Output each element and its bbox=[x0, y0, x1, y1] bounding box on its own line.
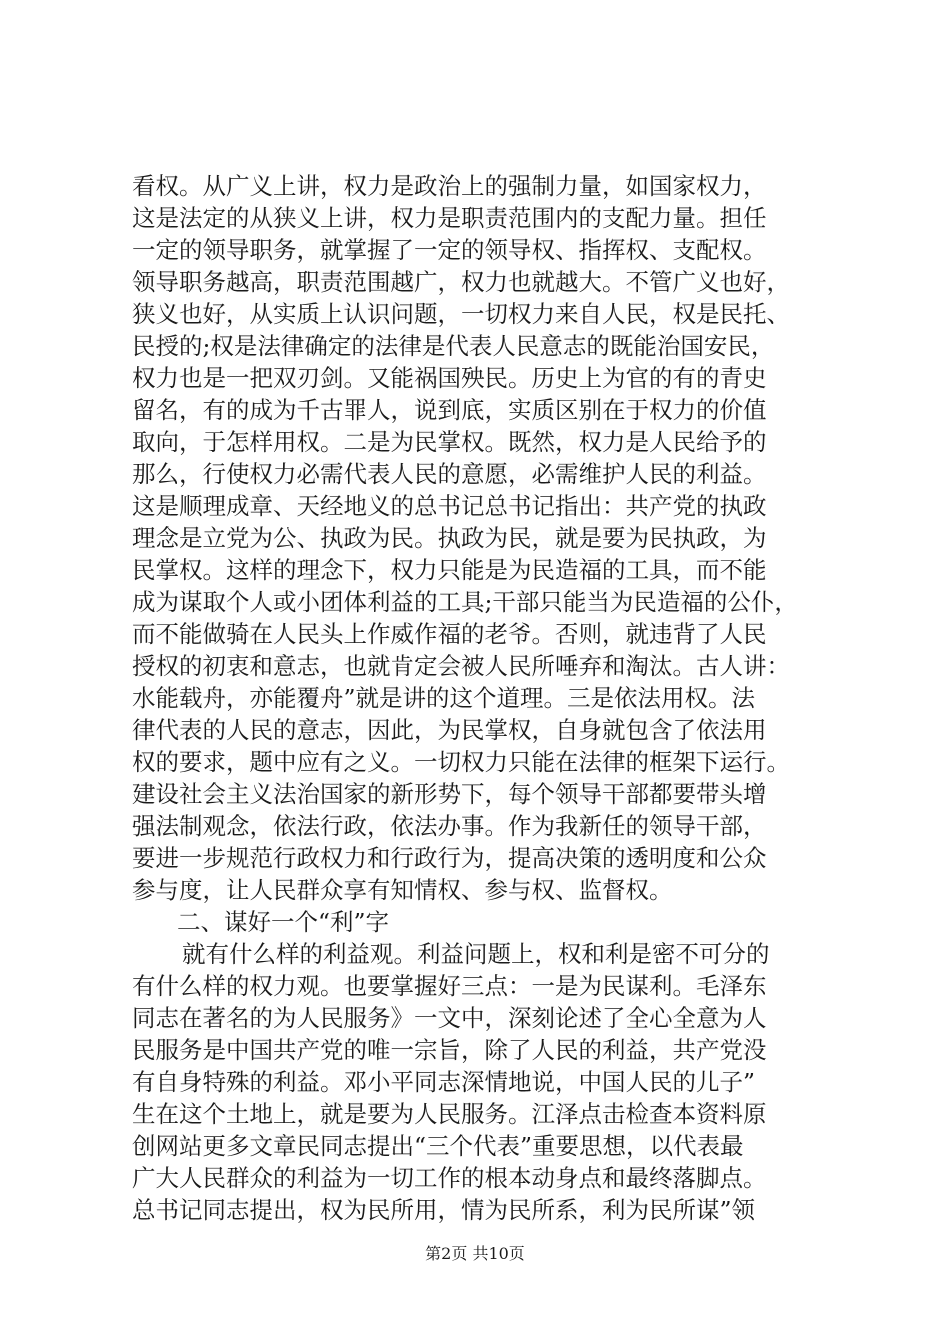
text-line: 领导职务越高，职责范围越广，权力也就越大。不管广义也好， bbox=[132, 268, 790, 296]
text-line: 要进一步规范行政权力和行政行为，提高决策的透明度和公众 bbox=[132, 844, 767, 872]
text-line: 这是法定的从狭义上讲，权力是职责范围内的支配力量。担任 bbox=[132, 204, 767, 232]
text-line: 权力也是一把双刃剑。又能祸国殃民。历史上为官的有的青史 bbox=[132, 364, 767, 392]
text-line: 而不能做骑在人民头上作威作福的老爷。否则，就违背了人民 bbox=[132, 620, 767, 648]
section-heading: 二、谋好一个“利”字 bbox=[177, 908, 390, 936]
body-text bbox=[132, 170, 832, 1226]
text-line: 民掌权。这样的理念下，权力只能是为民造福的工具，而不能 bbox=[132, 556, 767, 584]
text-line: 民服务是中国共产党的唯一宗旨，除了人民的利益，共产党没 bbox=[132, 1036, 767, 1064]
text-line: 那么，行使权力必需代表人民的意愿，必需维护人民的利益。 bbox=[132, 460, 767, 488]
text-line: 留名，有的成为千古罪人，说到底，实质区别在于权力的价值 bbox=[132, 396, 767, 424]
page-number-footer: 第2页 共10页 bbox=[425, 1244, 525, 1263]
text-line: 广大人民群众的利益为一切工作的根本动身点和最终落脚点。 bbox=[132, 1164, 767, 1192]
text-line: 参与度，让人民群众享有知情权、参与权、监督权。 bbox=[132, 876, 673, 904]
text-line: 理念是立党为公、执政为民。执政为民，就是要为民执政，为 bbox=[132, 524, 767, 552]
text-line: 创网站更多文章民同志提出“三个代表”重要思想，以代表最 bbox=[132, 1132, 744, 1160]
text-line: 看权。从广义上讲，权力是政治上的强制力量，如国家权力， bbox=[132, 172, 767, 200]
text-line: 有自身特殊的利益。邓小平同志深情地说，中国人民的儿子” bbox=[132, 1068, 756, 1096]
text-line: 建设社会主义法治国家的新形势下，每个领导干部都要带头增 bbox=[132, 780, 767, 808]
text-line: 民授的;权是法律确定的法律是代表人民意志的既能治国安民， bbox=[132, 332, 775, 360]
text-line: 成为谋取个人或小团体利益的工具;干部只能当为民造福的公仆， bbox=[132, 588, 798, 616]
text-line: 就有什么样的利益观。利益问题上，权和利是密不可分的 bbox=[182, 940, 770, 968]
text-line: 取向，于怎样用权。二是为民掌权。既然，权力是人民给予的 bbox=[132, 428, 767, 456]
text-line: 生在这个土地上，就是要为人民服务。江泽点击检查本资料原 bbox=[132, 1100, 767, 1128]
text-line: 总书记同志提出，权为民所用，情为民所系，利为民所谋”领 bbox=[132, 1196, 756, 1224]
text-line: 一定的领导职务，就掌握了一定的领导权、指挥权、支配权。 bbox=[132, 236, 767, 264]
text-line: 授权的初衷和意志，也就肯定会被人民所唾弃和淘汰。古人讲： bbox=[132, 652, 790, 680]
text-line: 有什么样的权力观。也要掌握好三点：一是为民谋利。毛泽东 bbox=[132, 972, 767, 1000]
text-line: 这是顺理成章、天经地义的总书记总书记指出：共产党的执政 bbox=[132, 492, 767, 520]
text-line: 水能载舟，亦能覆舟”就是讲的这个道理。三是依法用权。法 bbox=[132, 684, 756, 712]
text-line: 律代表的人民的意志，因此，为民掌权，自身就包含了依法用 bbox=[132, 716, 767, 744]
text-line: 强法制观念，依法行政，依法办事。作为我新任的领导干部， bbox=[132, 812, 767, 840]
text-line: 权的要求，题中应有之义。一切权力只能在法律的框架下运行。 bbox=[132, 748, 790, 776]
text-line: 狭义也好，从实质上认识问题，一切权力来自人民，权是民托、 bbox=[132, 300, 790, 328]
text-line: 同志在著名的为人民服务》一文中，深刻论述了全心全意为人 bbox=[132, 1004, 767, 1032]
